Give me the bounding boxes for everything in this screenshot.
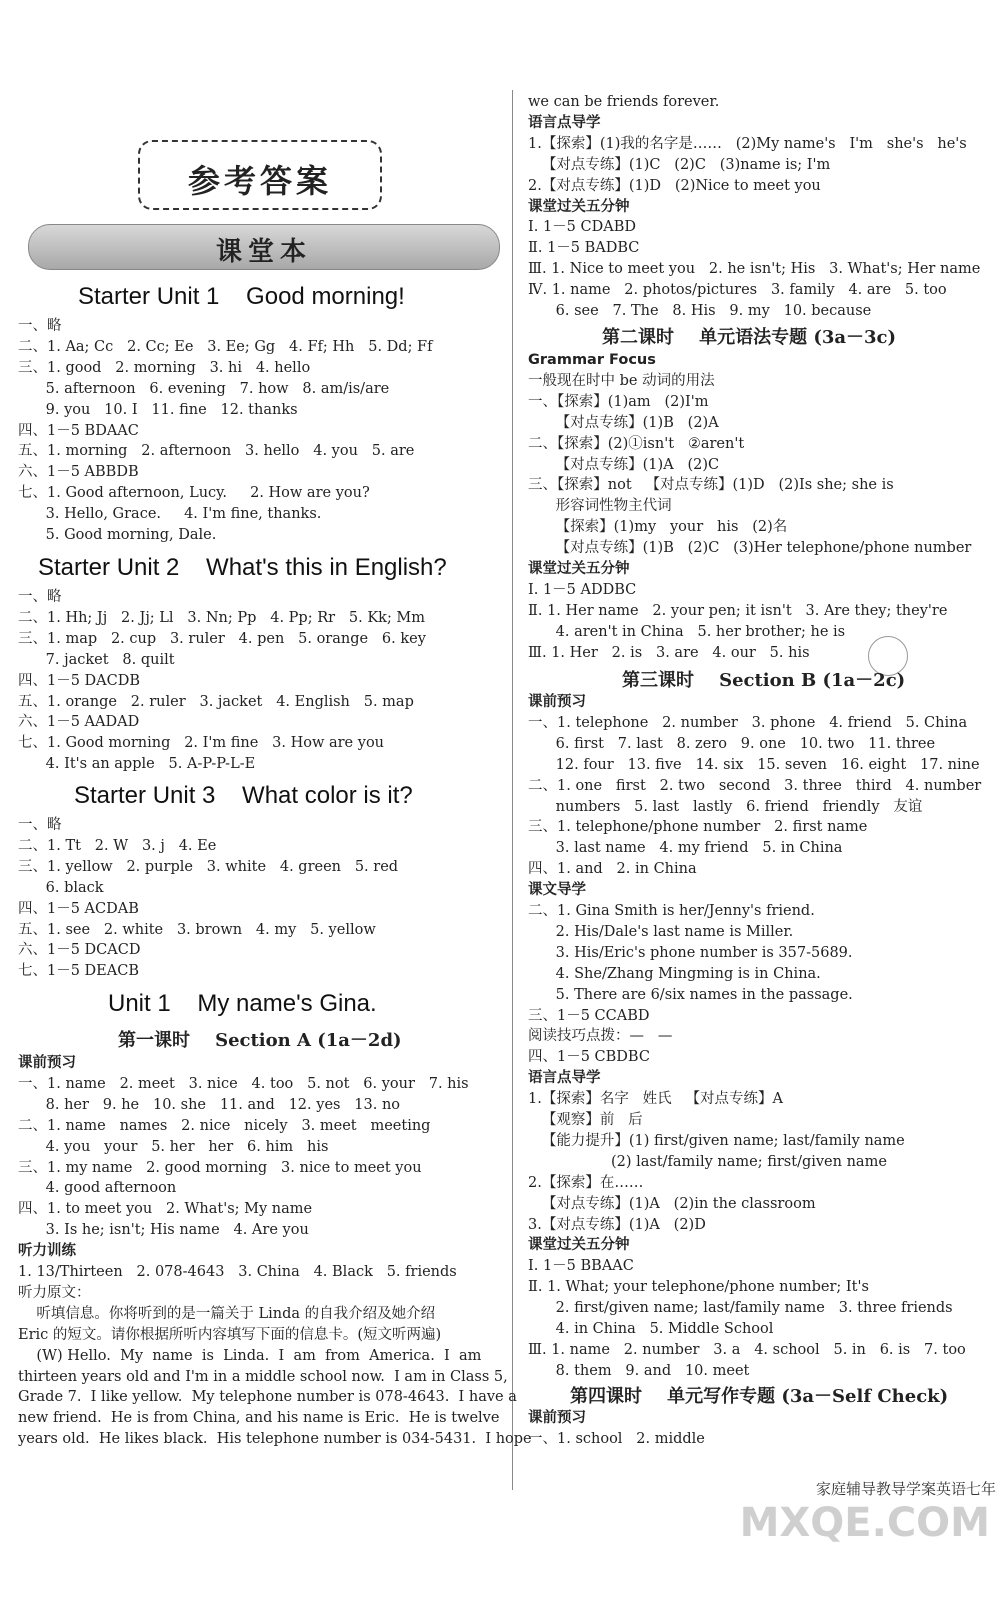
answer-line: 课前预习 [528, 694, 586, 710]
answer-line: 听力原文： [18, 1284, 91, 1301]
answer-line: 2. first/given name; last/family name 3. three friends [528, 1300, 953, 1317]
answer-line: 1. 13/Thirteen 2. 078-4643 3. China 4. Black 5. friends [18, 1264, 457, 1280]
answer-line: 一、【探索】(1)am (2)I'm [528, 393, 709, 410]
answer-line: 6. first 7. last 8. zero 9. one 10. two 11. three [528, 735, 936, 752]
answer-line: Ⅱ. 1. What; your telephone/phone number; It's [528, 1279, 869, 1296]
answer-line: 三、1. map 2. cup 3. ruler 4. pen 5. orange 6. key [18, 630, 426, 647]
lesson-title: 第三课时 Section B (1a－2c) [622, 670, 906, 691]
answer-line: 一、1. name 2. meet 3. nice 4. too 5. not 6. your 7. his [18, 1075, 469, 1092]
answer-line: 形容词性物主代词 [528, 498, 672, 515]
answer-line: 二、1. Hh; Jj 2. Jj; Ll 3. Nn; Pp 4. Pp; Rr 5. Kk; Mm [18, 609, 426, 626]
answer-line: 4. She/Zhang Mingming is in China. [528, 965, 821, 982]
answer-line: 3. Hello, Grace. 4. I'm fine, thanks. [18, 506, 322, 523]
answer-line: 3. Is he; isn't; His name 4. Are you [18, 1222, 309, 1239]
answer-line: 6. see 7. The 8. His 9. my 10. because [528, 303, 872, 319]
answer-line: 一、略 [18, 817, 62, 833]
answer-line: 听填信息。你将听到的是一篇关于 Linda 的自我介绍及她介绍 [18, 1305, 436, 1322]
answer-line: Ⅱ. 1－5 BADBC [528, 240, 640, 257]
unit-title: Starter Unit 1 Good morning! [78, 283, 405, 310]
unit-title: Starter Unit 2 What's this in English? [38, 554, 447, 581]
answer-line: 七、1. Good afternoon, Lucy. 2. How are you? [18, 485, 370, 502]
answer-line: 6. black [18, 879, 104, 896]
lesson-title: 第四课时 单元写作专题 (3a－Self Check) [570, 1386, 949, 1407]
answer-line: 4. aren't in China 5. her brother; he is [528, 623, 846, 640]
unit-title: Unit 1 My name's Gina. [108, 990, 377, 1017]
ketang-title: 课堂本 [215, 237, 312, 267]
lesson-title: 第二课时 单元语法专题 (3a－3c) [602, 327, 897, 348]
answer-line: 二、1. name names 2. nice nicely 3. meet meeting [18, 1117, 431, 1134]
answer-line: 3. last name 4. my friend 5. in China [528, 840, 843, 857]
answer-line: 7. jacket 8. quilt [18, 651, 175, 668]
answer-line: Ⅲ. 1. Nice to meet you 2. he isn't; His 3. What's; Her name [528, 261, 981, 278]
answer-line: Ⅰ. 1－5 ADDBC [528, 581, 637, 598]
answer-line: 三、1. telephone/phone number 2. first name [528, 819, 868, 836]
answer-line: Ⅲ. 1. Her 2. is 3. are 4. our 5. his [528, 644, 810, 661]
answer-line: 一、1. telephone 2. number 3. phone 4. friend 5. China [528, 714, 968, 731]
answer-line: 五、1. see 2. white 3. brown 4. my 5. yellow [18, 921, 376, 938]
answer-line: 四、1. to meet you 2. What's; My name [18, 1201, 313, 1218]
answer-line: 1.【探索】(1)我的名字是…… (2)My name's I'm she's he's [528, 135, 967, 152]
answer-line: (W) Hello. My name is Linda. I am from America. I am [18, 1347, 482, 1364]
answer-line: Ⅲ. 1. name 2. number 3. a 4. school 5. in 6. is 7. too [528, 1341, 966, 1358]
answer-line: 5. There are 6/six names in the passage. [528, 986, 853, 1003]
answer-line: 四、1－5 ACDAB [18, 900, 139, 917]
answer-line: 4. you your 5. her her 6. him his [18, 1138, 329, 1155]
answer-line: 四、1－5 BDAAC [18, 422, 139, 439]
answer-line: 8. them 9. and 10. meet [528, 1362, 750, 1379]
answer-banner [138, 140, 382, 210]
answer-line: 四、1－5 CBDBC [528, 1049, 650, 1066]
answer-line: numbers 5. last lastly 6. friend friendly 友谊 [528, 798, 923, 815]
answer-line: 语言点导学 [528, 114, 601, 131]
answer-line: Ⅳ. 1. name 2. photos/pictures 3. family 4. are 5. too [528, 282, 947, 299]
answer-line: 课文导学 [528, 882, 586, 899]
answer-line: new friend. He is from China, and his name is Eric. He is twelve [18, 1410, 500, 1427]
answer-line: 三、1. my name 2. good morning 3. nice to meet you [18, 1159, 422, 1176]
answer-line: 三、1－5 CCABD [528, 1007, 650, 1024]
answer-line: 二、1. Aa; Cc 2. Cc; Ee 3. Ee; Gg 4. Ff; Hh 5. Dd; Ff [18, 338, 433, 355]
answer-line: Ⅰ. 1－5 BBAAC [528, 1258, 634, 1275]
answer-line: 【对点专练】(1)B (2)A [528, 414, 719, 431]
answer-line: 一、略 [18, 318, 62, 334]
answer-line: 1.【探索】名字 姓氏 【对点专练】A [528, 1091, 783, 1108]
answer-line: 课前预习 [528, 1410, 586, 1426]
answer-line: thirteen years old and I'm in a middle school now. I am in Class 5, [18, 1368, 508, 1385]
answer-line: 4. good afternoon [18, 1180, 177, 1197]
answer-line: Eric 的短文。请你根据所听内容填写下面的信息卡。(短文听两遍) [18, 1326, 442, 1343]
answer-line: (2) last/family name; first/given name [528, 1153, 887, 1170]
answer-line: we can be friends forever. [528, 94, 720, 110]
answer-line: 课堂过关五分钟 [528, 198, 630, 215]
answer-line: 二、1. one first 2. two second 3. three third 4. number [528, 777, 982, 794]
answer-line: 七、1. Good morning 2. I'm fine 3. How are you [18, 735, 385, 752]
answer-line: 4. in China 5. Middle School [528, 1321, 774, 1337]
answer-line: 8. her 9. he 10. she 11. and 12. yes 13. no [18, 1096, 401, 1113]
column-divider [512, 90, 513, 1490]
answer-line: 二、1. Tt 2. W 3. j 4. Ee [18, 837, 217, 854]
answer-line: 三、【探索】not 【对点专练】(1)D (2)Is she; she is [528, 477, 894, 494]
answer-line: 课前预习 [18, 1055, 76, 1071]
answer-line: Ⅰ. 1－5 CDABD [528, 219, 636, 236]
answer-line: 【对点专练】(1)B (2)C (3)Her telephone/phone number [528, 540, 972, 557]
footer-text: 家庭辅导教导学案英语七年 [815, 1480, 996, 1498]
answer-line: 【探索】(1)my your his (2)名 [528, 519, 788, 536]
answer-line: 5. Good morning, Dale. [18, 527, 217, 543]
answer-line: 六、1－5 DCACD [18, 942, 141, 959]
answer-line: 课堂过关五分钟 [528, 1237, 630, 1254]
answer-line: 9. you 10. I 11. fine 12. thanks [18, 401, 298, 418]
unit-title: Starter Unit 3 What color is it? [74, 782, 413, 809]
answer-line: 5. afternoon 6. evening 7. how 8. am/is/are [18, 380, 390, 397]
answer-line: 二、1. Gina Smith is her/Jenny's friend. [528, 903, 815, 919]
answer-line: 四、1. and 2. in China [528, 861, 697, 878]
answer-line: 语言点导学 [528, 1070, 601, 1087]
answer-line: 【能力提升】(1) first/given name; last/family name [528, 1132, 905, 1149]
answer-line: 课堂过关五分钟 [528, 561, 630, 577]
answer-line: 五、1. orange 2. ruler 3. jacket 4. English 5. map [18, 693, 414, 710]
answer-line: 一、略 [18, 589, 62, 605]
answer-line: 六、1－5 AADAD [18, 714, 140, 731]
answer-line: 一般现在时中 be 动词的用法 [528, 372, 715, 389]
answer-line: 七、1－5 DEACB [18, 963, 139, 980]
answer-line: 六、1－5 ABBDB [18, 464, 139, 481]
answer-line: 四、1－5 DACDB [18, 672, 141, 689]
answer-line: Grammar Focus [528, 352, 656, 368]
answer-line: years old. He likes black. His telephone number is 034-5431. I hope [18, 1431, 532, 1448]
answer-line: Ⅱ. 1. Her name 2. your pen; it isn't 3. Are they; they're [528, 602, 948, 619]
answer-line: 3. His/Eric's phone number is 357-5689. [528, 944, 853, 961]
answer-line: 4. It's an apple 5. A-P-P-L-E [18, 756, 256, 773]
answer-line: 二、【探索】(2)①isn't ②aren't [528, 435, 745, 452]
answer-line: 【对点专练】(1)C (2)C (3)name is; I'm [528, 156, 831, 173]
answer-line: 【对点专练】(1)A (2)in the classroom [528, 1195, 816, 1212]
answer-line: 三、1. good 2. morning 3. hi 4. hello [18, 359, 311, 376]
answer-line: 五、1. morning 2. afternoon 3. hello 4. you 5. are [18, 443, 415, 460]
answer-line: 【对点专练】(1)A (2)C [528, 456, 720, 473]
answer-line: 一、1. school 2. middle [528, 1430, 705, 1447]
lesson-title: 第一课时 Section A (1a－2d) [118, 1030, 402, 1051]
answer-line: 听力训练 [18, 1243, 76, 1260]
answer-line: 12. four 13. five 14. six 15. seven 16. eight 17. nine [528, 756, 980, 773]
answer-line: 3.【对点专练】(1)A (2)D [528, 1216, 706, 1233]
answer-line: 阅读技巧点拨：— — [528, 1028, 673, 1045]
answer-line: 2.【探索】在…… [528, 1174, 644, 1191]
answer-line: 三、1. yellow 2. purple 3. white 4. green 5. red [18, 858, 399, 875]
watermark-logo: MXQE.COM [739, 1500, 990, 1546]
ketang-banner [28, 224, 500, 270]
answer-line: 2. His/Dale's last name is Miller. [528, 923, 794, 940]
answer-line: 【观察】前 后 [528, 1112, 643, 1128]
answer-line: 2.【对点专练】(1)D (2)Nice to meet you [528, 177, 821, 194]
answer-line: Grade 7. I like yellow. My telephone number is 078-4643. I have a [18, 1389, 517, 1406]
banner-title: 参考答案 [187, 162, 332, 200]
